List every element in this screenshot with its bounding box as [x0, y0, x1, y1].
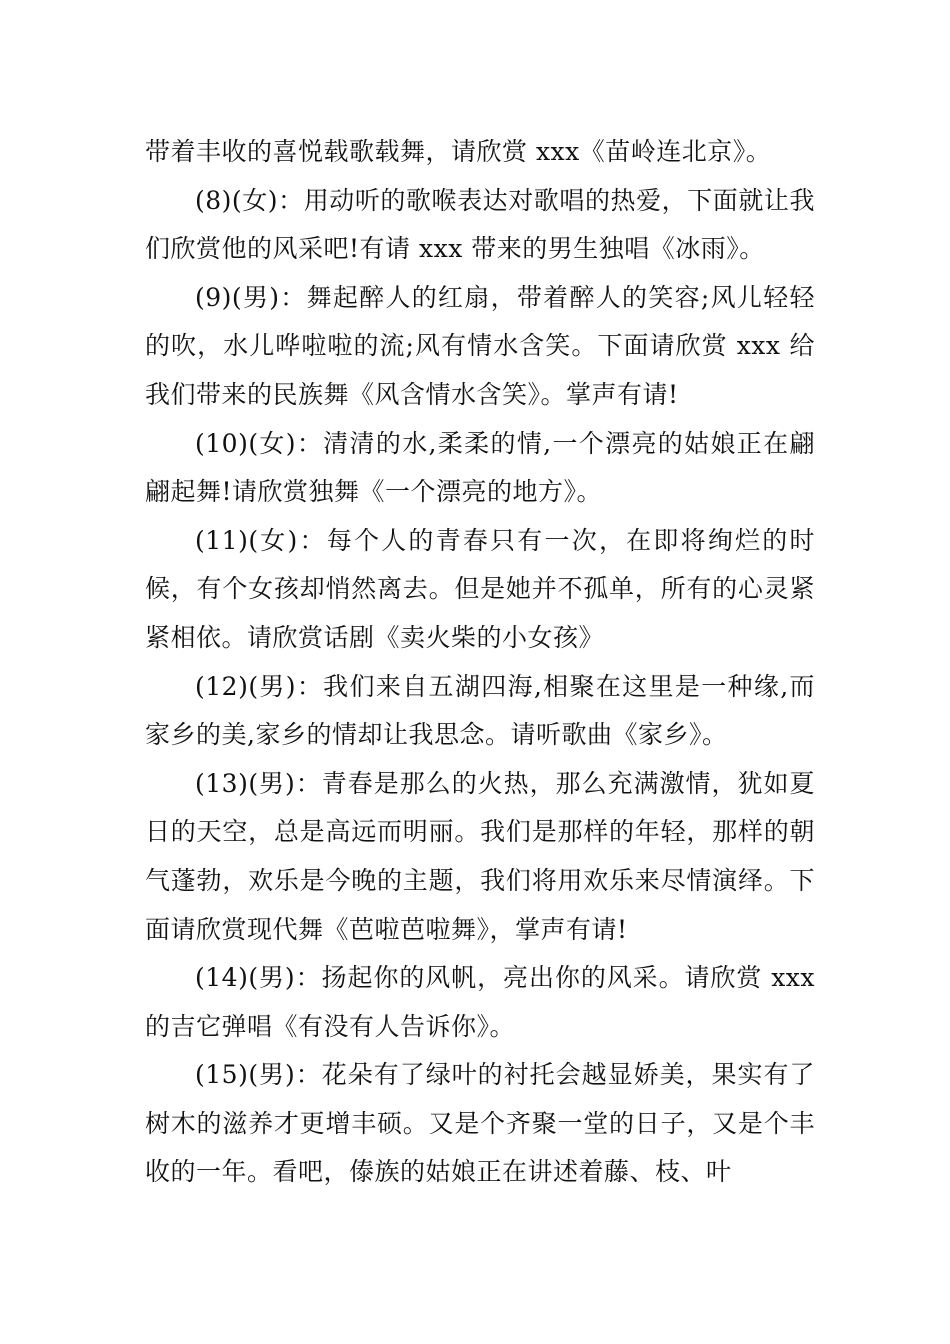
paragraph-item-9: (9)(男)：舞起醉人的红扇，带着醉人的笑容;风儿轻轻的吹，水儿哗啦啦的流;风有情水含笑。下面请欣赏 xxx 给我们带来的民族舞《风含情水含笑》。掌声有请! — [145, 282, 815, 409]
paragraph-item-14: (14)(男)：扬起你的风帆，亮出你的风采。请欣赏 xxx 的吉它弹唱《有没有人告诉你》。 — [145, 963, 815, 1041]
paragraph-item-10: (10)(女)：清清的水,柔柔的情,一个漂亮的姑娘正在翩翩起舞!请欣赏独舞《一个漂亮的地方》。 — [145, 428, 815, 507]
paragraph-continued: 带着丰收的喜悦载歌载舞，请欣赏 xxx《苗岭连北京》。 — [145, 137, 772, 166]
paragraph-item-11: (11)(女)：每个人的青春只有一次，在即将绚烂的时候，有个女孩却悄然离去。但是她并不孤单，所有的心灵紧紧相依。请欣赏话剧《卖火柴的小女孩》 — [145, 525, 815, 652]
document-body — [145, 128, 815, 1197]
paragraph-item-15: (15)(男)：花朵有了绿叶的衬托会越显娇美，果实有了树木的滋养才更增丰硕。又是个齐聚一堂的日子，又是个丰收的一年。看吧，傣族的姑娘正在讲述着藤、枝、叶 — [145, 1060, 815, 1187]
paragraph-item-8: (8)(女)：用动听的歌喉表达对歌唱的热爱，下面就让我们欣赏他的风采吧!有请 xxx 带来的男生独唱《冰雨》。 — [145, 185, 815, 264]
paragraph-item-13: (13)(男)：青春是那么的火热，那么充满激情，犹如夏日的天空，总是高远而明丽。我们是那样的年轻，那样的朝气蓬勃，欢乐是今晚的主题，我们将用欢乐来尽情演绎。下面请欣赏现代舞《芭啦芭啦舞》，掌声有请! — [145, 768, 815, 944]
paragraph-item-12: (12)(男)：我们来自五湖四海,相聚在这里是一种缘,而家乡的美,家乡的情却让我思念。请听歌曲《家乡》。 — [145, 671, 815, 750]
